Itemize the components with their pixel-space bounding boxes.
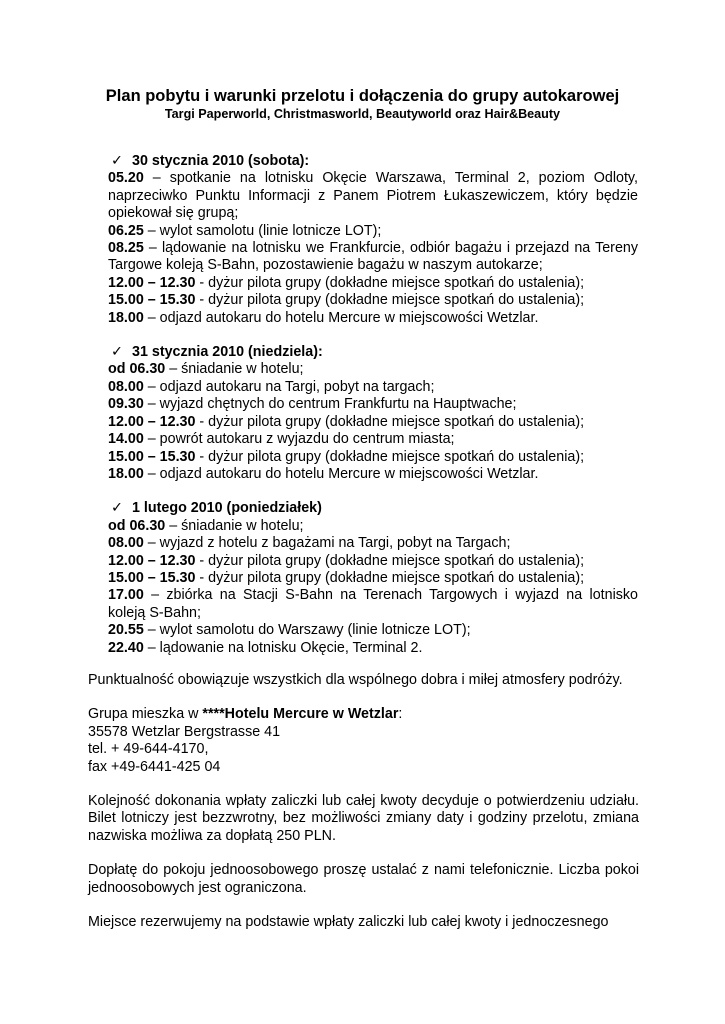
schedule-entry: 18.00 – odjazd autokaru do hotelu Mercure w miejscowości Wetzlar.: [108, 309, 539, 326]
schedule-entry: 18.00 – odjazd autokaru do hotelu Mercure w miejscowości Wetzlar.: [108, 465, 539, 482]
hotel-phone: tel. + 49-644-4170,: [88, 741, 209, 758]
page-title: Plan pobytu i warunki przelotu i dołączenia do grupy autokarowej: [105, 87, 620, 105]
schedule-entry: 06.25 – wylot samolotu (linie lotnicze LOT);: [108, 222, 382, 239]
hotel-address: 35578 Wetzlar Bergstrasse 41: [88, 723, 281, 740]
schedule-entry: 15.00 – 15.30 - dyżur pilota grupy (dokładne miejsce spotkań do ustalenia);: [108, 292, 585, 309]
schedule-entry: 12.00 – 12.30 - dyżur pilota grupy (dokładne miejsce spotkań do ustalenia);: [108, 274, 585, 291]
payment-note: Kolejność dokonania wpłaty zaliczki lub całej kwoty decyduje o potwierdzeniu udziału. Bilet lotniczy jest bezzwrotny, bez możliwości zmiany daty i godziny przelotu, zmiana nazwiska możliwa za dopłatą 250 PLN.: [88, 793, 639, 844]
checkmark-icon: ✓: [111, 500, 123, 517]
schedule-entry: 15.00 – 15.30 - dyżur pilota grupy (dokładne miejsce spotkań do ustalenia);: [108, 448, 585, 465]
day-heading: ✓ 30 stycznia 2010 (sobota):: [111, 153, 310, 169]
schedule-entry: 15.00 – 15.30 - dyżur pilota grupy (dokładne miejsce spotkań do ustalenia);: [108, 569, 585, 586]
hotel-fax: fax +49-6441-425 04: [88, 758, 221, 775]
notes-section: [88, 672, 639, 948]
single-room-note: Dopłatę do pokoju jednoosobowego proszę ustalać z nami telefonicznie. Liczba pokoi jednoosobowych jest ograniczona.: [88, 862, 639, 896]
hotel-name: ****Hotelu Mercure w Wetzlar: [202, 706, 399, 723]
hotel-info: Grupa mieszka w ****Hotelu Mercure w Wetzlar: 35578 Wetzlar Bergstrasse 41 tel. + 49-644-4170, fax +49-6441-425 04: [88, 706, 639, 776]
day-heading: ✓ 31 stycznia 2010 (niedziela):: [111, 344, 323, 361]
schedule-entry: 05.20 – spotkanie na lotnisku Okęcie Warszawa, Terminal 2, poziom Odloty, naprzeciwko Punktu Informacji z Panem Piotrem Łukaszewiczem, który będzie opiekował się grupą;: [108, 170, 638, 222]
punctuality-note: Punktualność obowiązuje wszystkich dla wspólnego dobra i miłej atmosfery podróży.: [88, 672, 623, 688]
day-heading: ✓ 1 lutego 2010 (poniedziałek): [111, 500, 322, 517]
schedule-entry: 20.55 – wylot samolotu do Warszawy (linie lotnicze LOT);: [108, 622, 471, 639]
schedule-entry: 12.00 – 12.30 - dyżur pilota grupy (dokładne miejsce spotkań do ustalenia);: [108, 552, 585, 569]
schedule-entry: 14.00 – powrót autokaru z wyjazdu do centrum miasta;: [108, 431, 455, 448]
reservation-note: Miejsce rezerwujemy na podstawie wpłaty zaliczki lub całej kwoty i jednoczesnego: [88, 914, 609, 931]
page-subtitle: Targi Paperworld, Christmasworld, Beautyworld oraz Hair&Beauty: [164, 107, 561, 121]
schedule-entry: 12.00 – 12.30 - dyżur pilota grupy (dokładne miejsce spotkań do ustalenia);: [108, 413, 585, 430]
schedule-entry: od 06.30 – śniadanie w hotelu;: [108, 361, 304, 378]
checkmark-icon: ✓: [111, 344, 123, 361]
schedule-entry: 08.25 – lądowanie na lotnisku we Frankfurcie, odbiór bagażu i przejazd na Tereny Targowe koleją S-Bahn, pozostawienie bagażu w naszym autokarze;: [108, 240, 638, 274]
schedule-entry: 09.30 – wyjazd chętnych do centrum Frankfurtu na Hauptwache;: [108, 396, 517, 413]
checkmark-icon: ✓: [111, 153, 123, 169]
schedule-entry: 17.00 – zbiórka na Stacji S-Bahn na Terenach Targowych i wyjazd na lotnisko koleją S-Bahn;: [108, 587, 638, 621]
schedule-entry: 08.00 – odjazd autokaru na Targi, pobyt na targach;: [108, 378, 435, 395]
schedule-entry: 08.00 – wyjazd z hotelu z bagażami na Targi, pobyt na Targach;: [108, 535, 511, 552]
schedule: [108, 153, 638, 657]
schedule-entry: 22.40 – lądowanie na lotnisku Okęcie, Terminal 2.: [108, 639, 423, 656]
schedule-entry: od 06.30 – śniadanie w hotelu;: [108, 517, 304, 534]
